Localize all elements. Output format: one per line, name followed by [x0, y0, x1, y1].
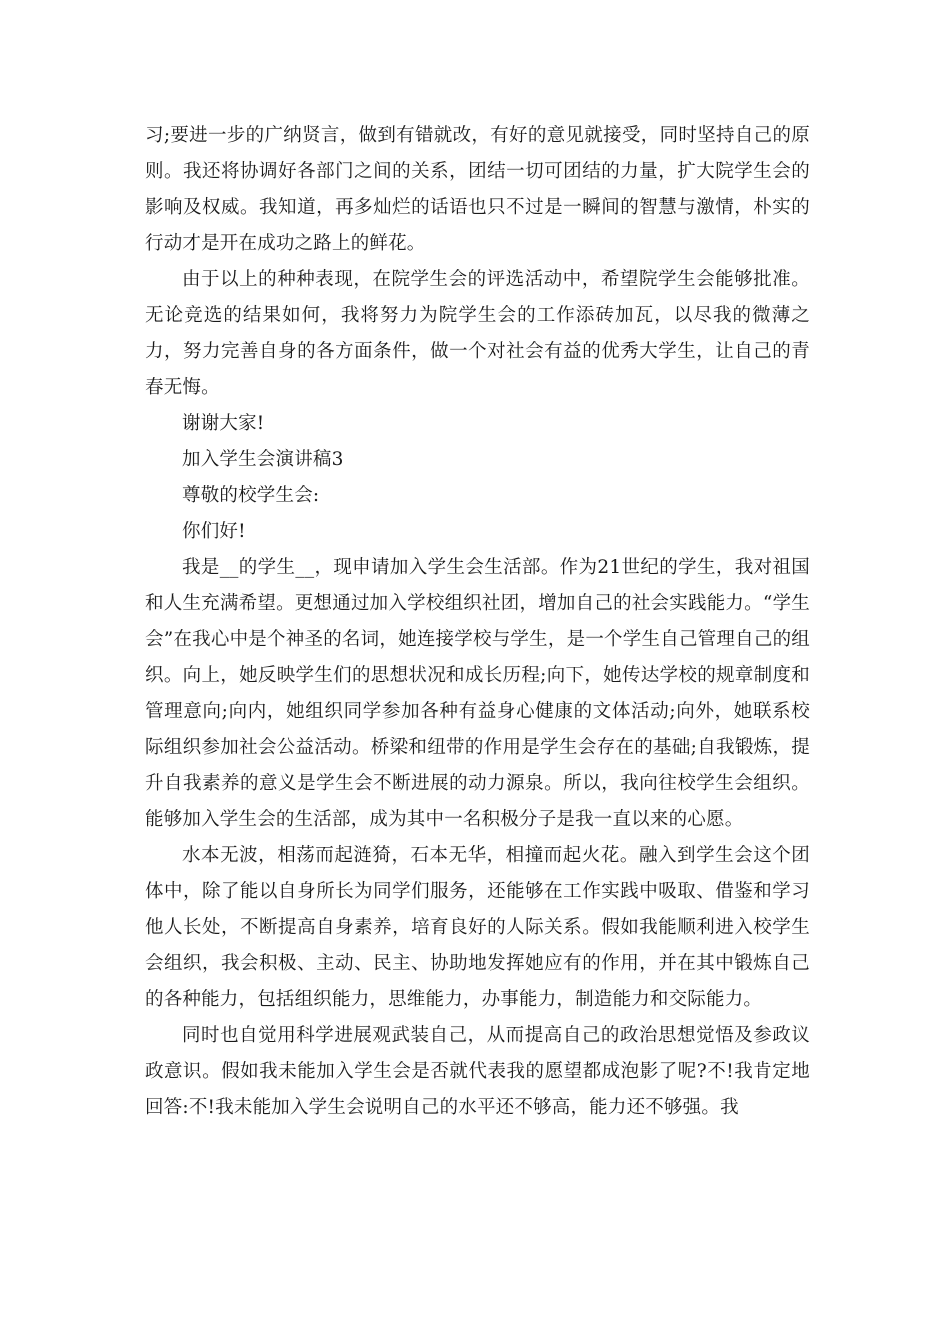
paragraph-commitment: 同时也自觉用科学进展观武装自己，从而提高自己的政治思想觉悟及参政议政意识。假如我未能加入学生会是否就代表我的愿望都成泡影了呢?不!我肯定地回答:不!我未能加入学生会说明自己的水平还不够高，能力还不够强。我 — [145, 1025, 810, 1118]
paragraph-thanks: 谢谢大家! — [182, 413, 265, 434]
paragraph-introduction: 我是__的学生__，现申请加入学生会生活部。作为21世纪的学生，我对祖国和人生充满希望。更想通过加入学校组织社团，增加自己的社会实践能力。“学生会”在我心中是个神圣的名词，她连接学校与学生，是一个学生自己管理自己的组织。向上，她反映学生们的思想状况和成长历程;向下，她传达学校的规章制度和管理意向;向内，她组织同学参加各种有益身心健康的文体活动;向外，她联系校际组织参加社会公益活动。桥梁和纽带的作用是学生会存在的基础;自我锻炼，提升自我素养的意义是学生会不断进展的动力源泉。所以，我向往校学生会组织。能够加入学生会的生活部，成为其中一名积极分子是我一直以来的心愿。 — [145, 557, 810, 830]
paragraph-aspiration: 水本无波，相荡而起涟猗，石本无华，相撞而起火花。融入到学生会这个团体中，除了能以自身所长为同学们服务，还能够在工作实践中吸取、借鉴和学习他人长处，不断提高自身素养，培育良好的人际关系。假如我能顺利进入校学生会组织，我会积极、主动、民主、协助地发挥她应有的作用，并在其中锻炼自己的各种能力，包括组织能力，思维能力，办事能力，制造能力和交际能力。 — [145, 845, 810, 1010]
salutation: 尊敬的校学生会: — [182, 485, 320, 506]
section-heading: 加入学生会演讲稿3 — [182, 449, 344, 470]
greeting: 你们好! — [182, 521, 246, 542]
paragraph-evaluation: 由于以上的种种表现，在院学生会的评选活动中，希望院学生会能够批准。无论竞选的结果如何，我将努力为院学生会的工作添砖加瓦，以尽我的微薄之力，努力完善自身的各方面条件，做一个对社会有益的优秀大学生，让自己的青春无悔。 — [145, 269, 810, 398]
document-body — [145, 118, 810, 1126]
paragraph-continuation: 习;要进一步的广纳贤言，做到有错就改，有好的意见就接受，同时坚持自己的原则。我还将协调好各部门之间的关系，团结一切可团结的力量，扩大院学生会的影响及权威。我知道，再多灿烂的话语也只不过是一瞬间的智慧与激情，朴实的行动才是开在成功之路上的鲜花。 — [145, 125, 810, 254]
